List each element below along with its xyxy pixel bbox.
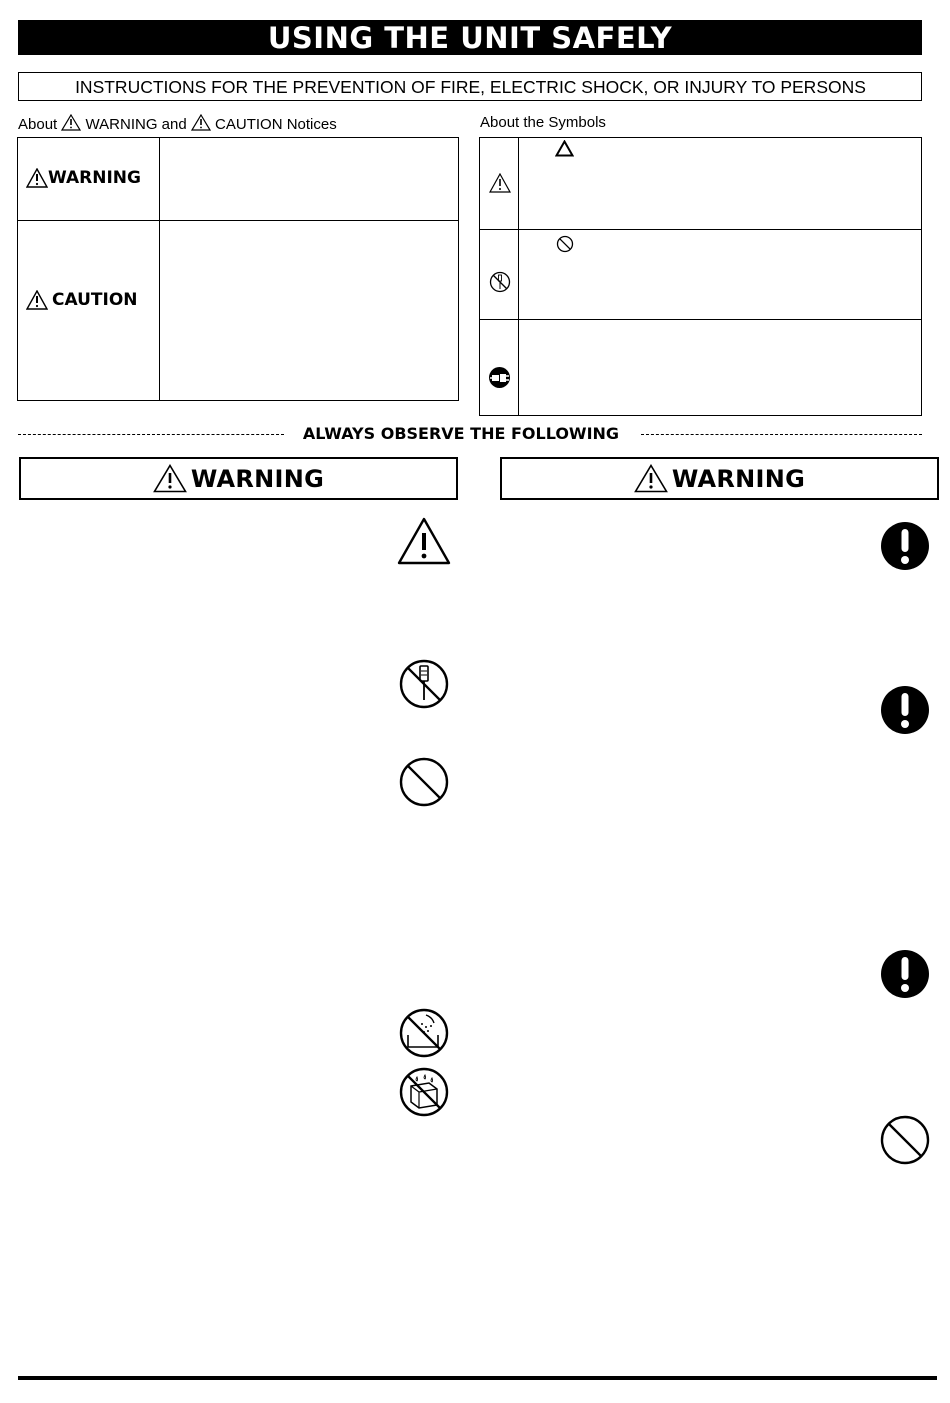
- warning-triangle-icon: [489, 173, 511, 193]
- table-divider: [479, 319, 922, 320]
- symbols-table: [479, 137, 922, 416]
- triangle-outline-icon: [555, 140, 574, 157]
- table-divider: [479, 229, 922, 230]
- mandatory-action-icon: [879, 520, 931, 572]
- table-divider: [159, 137, 160, 401]
- warning-triangle-icon: [191, 114, 211, 131]
- notices-label-caution: CAUTION Notices: [215, 116, 337, 133]
- notice-row-caution: [26, 290, 138, 310]
- prohibited-icon: [879, 1114, 931, 1166]
- do-not-disassemble-icon: [398, 658, 450, 710]
- right-warning-header: [500, 457, 939, 500]
- notices-section-label: [18, 114, 337, 134]
- left-warning-header: [19, 457, 458, 500]
- mandatory-action-icon: [879, 948, 931, 1000]
- right-warning-label: WARNING: [671, 464, 806, 493]
- warning-triangle-icon: [26, 290, 48, 310]
- dashed-divider-right: [641, 434, 922, 435]
- general-warning-icon: [397, 517, 451, 565]
- no-wet-hands-icon: [398, 1066, 450, 1118]
- warning-triangle-icon: [61, 114, 81, 131]
- prohibited-icon: [398, 756, 450, 808]
- symbols-section-label: About the Symbols: [480, 114, 606, 131]
- bottom-rule: [18, 1376, 937, 1380]
- notice-row-warning: [26, 168, 141, 188]
- warning-triangle-icon: [26, 168, 48, 188]
- page-subtitle: INSTRUCTIONS FOR THE PREVENTION OF FIRE, ELECTRIC SHOCK, OR INJURY TO PERSONS: [75, 77, 866, 97]
- notices-label-warning: WARNING and: [85, 116, 187, 133]
- dashed-divider-left: [18, 434, 284, 435]
- no-water-splash-icon: [398, 1007, 450, 1059]
- notice-label-caution: CAUTION: [52, 290, 138, 310]
- warning-triangle-icon: [153, 464, 187, 493]
- left-warning-label: WARNING: [190, 464, 325, 493]
- page-title: USING THE UNIT SAFELY: [267, 21, 673, 55]
- unplug-icon: [488, 366, 511, 389]
- prohibited-circle-icon: [556, 235, 574, 253]
- mandatory-action-icon: [879, 684, 931, 736]
- warning-triangle-icon: [634, 464, 668, 493]
- do-not-disassemble-icon: [489, 271, 511, 293]
- notice-label-warning: WARNING: [48, 168, 141, 188]
- table-divider: [518, 137, 519, 416]
- notices-label-prefix: About: [18, 116, 58, 133]
- table-divider: [17, 220, 459, 221]
- always-observe-heading: ALWAYS OBSERVE THE FOLLOWING: [302, 424, 620, 443]
